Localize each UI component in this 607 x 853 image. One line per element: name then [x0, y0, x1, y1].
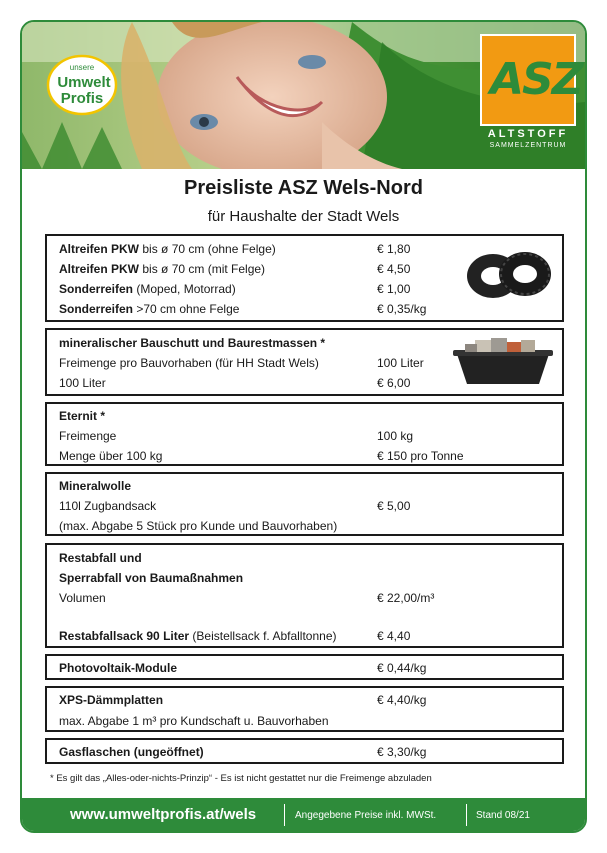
asz-subtitle-1: ALTSTOFF [487, 128, 569, 140]
gasflaschen-heading-text: Gasflaschen (ungeöffnet) [59, 745, 204, 759]
reifen-row-4-price: € 0,35/kg [377, 302, 427, 316]
reifen-row-1-label: Altreifen PKW [59, 242, 140, 256]
section-restabfall [45, 543, 564, 648]
eternit-row-1-price: 100 kg [377, 429, 414, 443]
footer-divider-1 [284, 804, 285, 826]
restabfall-row-2-price: € 4,40 [377, 629, 411, 643]
tires-icon [465, 250, 555, 302]
gasflaschen-heading [59, 745, 204, 759]
restabfall-heading-2-text: Sperrabfall von Baumaßnahmen [59, 571, 244, 585]
footer-bar [22, 798, 585, 833]
reifen-row-3 [59, 282, 236, 296]
eternit-row-1: Freimenge [59, 429, 117, 443]
restabfall-row-1: Volumen [59, 591, 106, 605]
badge-top-text: unsere [69, 63, 95, 72]
reifen-row-4 [59, 302, 239, 316]
section-bauschutt [45, 328, 564, 396]
bauschutt-heading [59, 336, 325, 350]
section-photovoltaik [45, 654, 564, 680]
mineralwolle-row-1-price: € 5,00 [377, 499, 411, 513]
restabfall-row-1-price: € 22,00/m³ [377, 591, 435, 605]
restabfall-row-2 [59, 629, 336, 643]
gasflaschen-price: € 3,30/kg [377, 745, 427, 759]
umweltprofis-badge [46, 54, 118, 116]
footer-url-link[interactable]: www.umweltprofis.at/wels [70, 806, 257, 823]
section-mineralwolle [45, 472, 564, 536]
xps-row-1: max. Abgabe 1 m³ pro Kundschaft u. Bauvorhaben [59, 714, 329, 728]
xps-price: € 4,40/kg [377, 693, 427, 707]
bauschutt-heading-text: mineralischer Bauschutt und Baurestmassen * [59, 336, 326, 350]
mineralwolle-heading [59, 479, 131, 493]
section-xps [45, 686, 564, 732]
bauschutt-row-1-price: 100 Liter [377, 356, 424, 370]
restabfall-heading-2 [59, 571, 243, 585]
hero-photo [22, 22, 585, 169]
footnote: * Es gilt das „Alles-oder-nichts-Prinzip“ - Es ist nicht gestattet nur die Freimenge abzuladen [50, 773, 432, 784]
mineralwolle-heading-text: Mineralwolle [59, 479, 132, 493]
bauschutt-row-2-price: € 6,00 [377, 376, 411, 390]
photovoltaik-price: € 0,44/kg [377, 661, 427, 675]
page-frame [20, 20, 587, 833]
photovoltaik-heading-text: Photovoltaik-Module [59, 661, 177, 675]
reifen-row-1 [59, 242, 276, 256]
photovoltaik-heading [59, 661, 177, 675]
reifen-row-3-text: (Moped, Motorrad) [133, 282, 236, 296]
section-eternit [45, 402, 564, 466]
asz-logo-text: ASZ [490, 54, 582, 105]
xps-heading [59, 693, 163, 707]
bauschutt-row-1: Freimenge pro Bauvorhaben (für HH Stadt Wels) [59, 356, 319, 370]
restabfall-heading-1-text: Restabfall und [59, 551, 142, 565]
badge-line2-text: Profis [60, 90, 104, 107]
reifen-row-1-text: bis ø 70 cm (ohne Felge) [139, 242, 276, 256]
restabfall-row-2-label: Restabfallsack 90 Liter [59, 629, 190, 643]
reifen-row-2-price: € 4,50 [377, 262, 411, 276]
reifen-row-4-text: >70 cm ohne Felge [133, 302, 240, 316]
rubble-tub-icon [451, 336, 555, 388]
eternit-heading-text: Eternit * [59, 409, 106, 423]
badge-shape-icon [46, 54, 118, 116]
reifen-row-3-label: Sonderreifen [59, 282, 134, 296]
reifen-row-1-price: € 1,80 [377, 242, 411, 256]
restabfall-row-2-text: (Beistellsack f. Abfalltonne) [189, 629, 337, 643]
asz-logo [480, 34, 582, 126]
eternit-heading [59, 409, 105, 423]
mineralwolle-row-1: 110l Zugbandsack [59, 499, 157, 513]
badge-line1-text: Umwelt [57, 74, 111, 91]
reifen-row-3-price: € 1,00 [377, 282, 411, 296]
xps-heading-text: XPS-Dämmplatten [59, 693, 164, 707]
page-title: Preisliste ASZ Wels-Nord [184, 177, 423, 199]
footer-divider-2 [466, 804, 467, 826]
section-gasflaschen [45, 738, 564, 764]
eternit-row-2: Menge über 100 kg [59, 449, 163, 463]
eternit-row-2-price: € 150 pro Tonne [377, 449, 464, 463]
reifen-row-2-label: Altreifen PKW [59, 262, 140, 276]
mineralwolle-row-2: (max. Abgabe 5 Stück pro Kunde und Bauvorhaben) [59, 519, 338, 533]
asz-subtitle-2: SAMMELZENTRUM [489, 142, 567, 149]
reifen-row-2-text: bis ø 70 cm (mit Felge) [139, 262, 266, 276]
restabfall-heading-1 [59, 551, 142, 565]
page-subtitle: für Haushalte der Stadt Wels [207, 208, 400, 225]
footer-price-note: Angegebene Preise inkl. MWSt. [295, 810, 437, 821]
reifen-row-2 [59, 262, 265, 276]
footer-stand: Stand 08/21 [476, 810, 530, 821]
reifen-row-4-label: Sonderreifen [59, 302, 134, 316]
section-reifen [45, 234, 564, 322]
bauschutt-row-2: 100 Liter [59, 376, 106, 390]
